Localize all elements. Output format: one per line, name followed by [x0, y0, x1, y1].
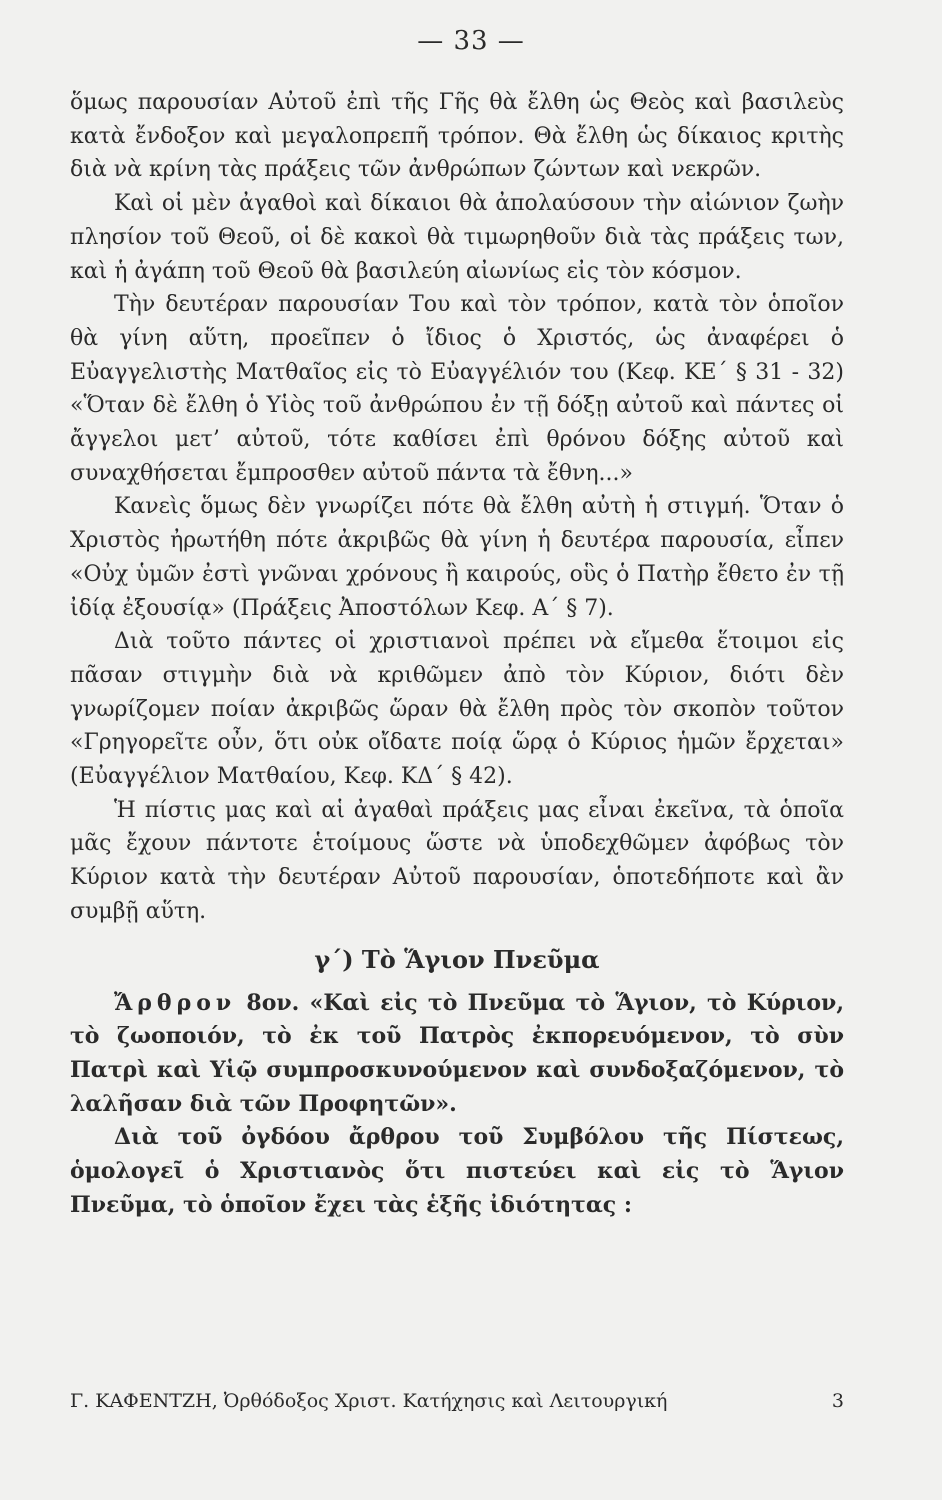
footer-text: Γ. ΚΑΦΕΝΤΖΗ, Ὀρθόδοξος Χριστ. Κατήχησις καὶ Λειτουργική	[70, 1390, 668, 1412]
paragraph-5: Διὰ τοῦτο πάντες οἱ χριστιανοὶ πρέπει νὰ εἴμεθα ἕτοιμοι εἰς πᾶσαν στιγμὴν διὰ νὰ κριθῶμεν ἀπὸ τὸν Κύριον, διότι δὲν γνωρίζομεν ποίαν ἀκριβῶς ὥραν θὰ ἔλθη πρὸς τὸν σκοπὸν τοῦτον «Γρηγορεῖτε οὖν, ὅτι οὐκ οἴδατε ποίᾳ ὥρᾳ ὁ Κύριος ἡμῶν ἔρχεται» (Εὐαγγέλιον Ματθαίου, Κεφ. ΚΔ΄ § 42).	[70, 629, 844, 790]
paragraph-6: Ἡ πίστις μας καὶ αἱ ἀγαθαὶ πράξεις μας εἶναι ἐκεῖνα, τὰ ὁποῖα μᾶς ἔχουν πάντοτε ἑτοίμους ὥστε νὰ ὑποδεχθῶμεν ἀφόβως τὸν Κύριον κατὰ τὴν δευτέραν Αὐτοῦ παρουσίαν, ὁποτεδήποτε καὶ ἂν συμβῇ αὕτη.	[70, 797, 844, 924]
paragraph-2: Καὶ οἱ μὲν ἀγαθοὶ καὶ δίκαιοι θὰ ἀπολαύσουν τὴν αἰώνιον ζωὴν πλησίον τοῦ Θεοῦ, οἱ δὲ κακοὶ θὰ τιμωρηθοῦν διὰ τὰς πράξεις των, καὶ ἡ ἀγάπη τοῦ Θεοῦ θὰ βασιλεύη αἰωνίως εἰς τὸν κόσμον.	[70, 191, 844, 284]
paragraph-4: Κανεὶς ὅμως δὲν γνωρίζει πότε θὰ ἔλθη αὐτὴ ἡ στιγμή. Ὅταν ὁ Χριστὸς ἠρωτήθη πότε ἀκριβῶς θὰ γίνη ἡ δευτέρα παρουσία, εἶπεν «Οὐχ ὑμῶν ἐστὶ γνῶναι χρόνους ἢ καιρούς, οὓς ὁ Πατὴρ ἔθετο ἐν τῇ ἰδίᾳ ἐξουσίᾳ» (Πράξεις Ἀποστόλων Κεφ. Α΄ § 7).	[70, 494, 844, 621]
section-heading: γ΄) Τὸ Ἅγιον Πνεῦμα	[314, 944, 600, 974]
page-number: — 33 —	[417, 26, 525, 56]
paragraph-3: Τὴν δευτέραν παρουσίαν Του καὶ τὸν τρόπον, κατὰ τὸν ὁποῖον θὰ γίνη αὕτη, προεῖπεν ὁ ἴδιος ὁ Χριστός, ὡς ἀναφέρει ὁ Εὐαγγελιστὴς Ματθαῖος εἰς τὸ Εὐαγγέλιόν του (Κεφ. ΚΕ΄ § 31 - 32) «Ὅταν δὲ ἔλθη ὁ Υἱὸς τοῦ ἀνθρώπου ἐν τῇ δόξῃ αὐτοῦ καὶ πάντες οἱ ἄγγελοι μετ’ αὐτοῦ, τότε καθίσει ἐπὶ θρόνου δόξης αὐτοῦ καὶ συναχθήσεται ἔμπροσθεν αὐτοῦ πάντα τὰ ἔθνη...»	[70, 292, 844, 486]
body-text	[70, 86, 844, 1223]
signature-mark: 3	[831, 1390, 844, 1412]
article-label: Ἄρθρον	[114, 989, 237, 1016]
paragraph-1: ὅμως παρουσίαν Αὐτοῦ ἐπὶ τῆς Γῆς θὰ ἔλθη ὡς Θεὸς καὶ βασιλεὺς κατὰ ἔνδοξον καὶ μεγαλοπρεπῆ τρόπον. Θὰ ἔλθη ὡς δίκαιος κριτὴς διὰ νὰ κρίνη τὰς πράξεις τῶν ἀνθρώπων ζώντων καὶ νεκρῶν.	[70, 90, 844, 183]
article-text: «Καὶ εἰς τὸ Πνεῦμα τὸ Ἅγιον, τὸ Κύριον, τὸ ζωοποιόν, τὸ ἐκ τοῦ Πατρὸς ἐκπορευόμενον, τὸ σὺν Πατρὶ καὶ Υἱῷ συμπροσκυνούμενον καὶ συνδοξαζόμενον, τὸ λαλῆσαν διὰ τῶν Προφητῶν».	[70, 989, 844, 1117]
article-paragraph	[70, 987, 844, 1122]
article-number: 8ον.	[246, 989, 300, 1016]
page-footer	[70, 1390, 844, 1412]
final-paragraph: Διὰ τοῦ ὀγδόου ἄρθρου τοῦ Συμβόλου τῆς Πίστεως, ὁμολογεῖ ὁ Χριστιανὸς ὅτι πιστεύει καὶ εἰς τὸ Ἅγιον Πνεῦμα, τὸ ὁποῖον ἔχει τὰς ἑξῆς ἰδιότητας :	[70, 1124, 844, 1218]
